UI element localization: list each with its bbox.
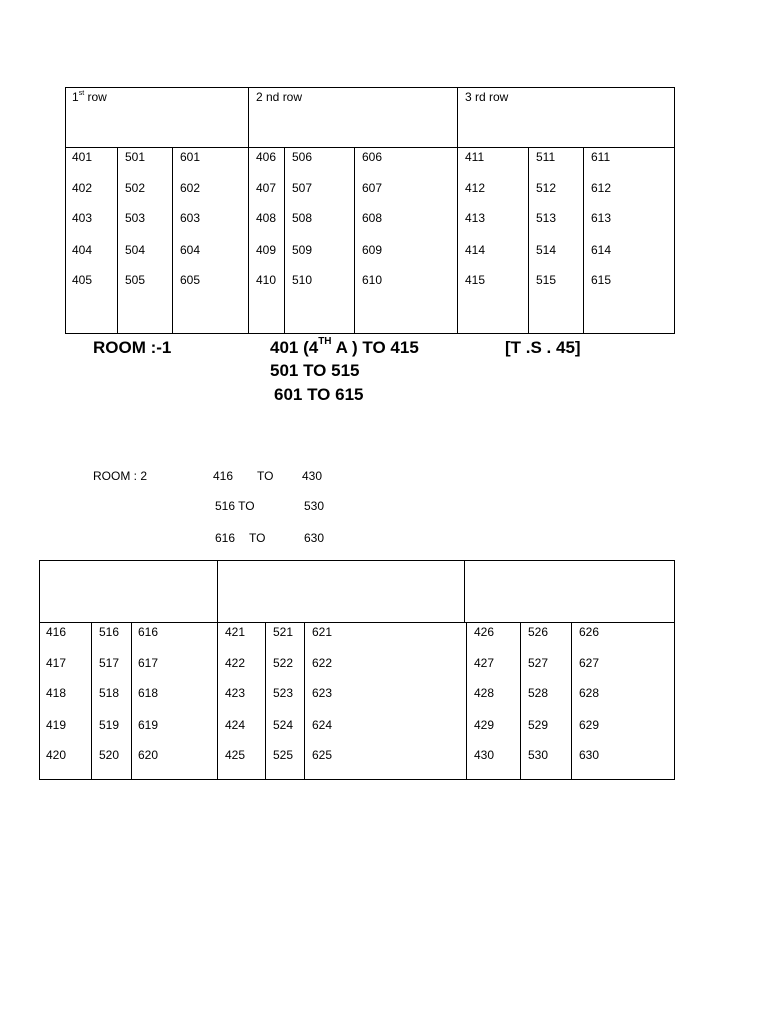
table-1-group-divider (457, 87, 458, 334)
room-2-range-2-end: 530 (304, 499, 325, 513)
room-number-cell: 527 (528, 656, 549, 670)
table-1-col-divider (583, 147, 584, 334)
room-number-cell: 503 (125, 211, 146, 225)
room-number-cell: 413 (465, 211, 486, 225)
room-number-cell: 513 (536, 211, 557, 225)
row-header-2: 2 nd row (256, 90, 303, 104)
room-number-cell: 407 (256, 181, 277, 195)
table-1-col-divider (117, 147, 118, 334)
table-2-col-divider (304, 622, 305, 780)
room-number-cell: 612 (591, 181, 612, 195)
room-number-cell: 609 (362, 243, 383, 257)
room-number-cell: 506 (292, 150, 313, 164)
room-number-cell: 530 (528, 748, 549, 762)
room-2-range-3-to: TO (249, 531, 266, 545)
room-number-cell: 411 (465, 150, 485, 164)
room-number-cell: 520 (99, 748, 120, 762)
table-2-col-divider (217, 622, 218, 780)
room-number-cell: 501 (125, 150, 146, 164)
room-number-cell: 604 (180, 243, 201, 257)
room-number-cell: 401 (72, 150, 93, 164)
room-number-cell: 510 (292, 273, 313, 287)
room-number-cell: 422 (225, 656, 246, 670)
table-2-col-divider (466, 622, 467, 780)
room-number-cell: 624 (312, 718, 333, 732)
room-number-cell: 523 (273, 686, 294, 700)
room-2-range-2-start: 516 TO (215, 499, 255, 513)
room-number-cell: 406 (256, 150, 277, 164)
room-number-cell: 615 (591, 273, 612, 287)
room-number-cell: 519 (99, 718, 120, 732)
room-number-cell: 405 (72, 273, 93, 287)
room-1-range-line-3: 601 TO 615 (274, 385, 364, 404)
table-2-header-divider-v (217, 560, 218, 622)
room-2-range-3-start: 616 (215, 531, 236, 545)
room-number-cell: 402 (72, 181, 93, 195)
room-number-cell: 602 (180, 181, 201, 195)
room-2-range-3-end: 630 (304, 531, 325, 545)
room-number-cell: 628 (579, 686, 600, 700)
room-number-cell: 421 (225, 625, 246, 639)
room-number-cell: 622 (312, 656, 333, 670)
room-number-cell: 514 (536, 243, 557, 257)
table-2-col-divider (571, 622, 572, 780)
room-number-cell: 601 (180, 150, 201, 164)
room-number-cell: 427 (474, 656, 495, 670)
room-number-cell: 608 (362, 211, 383, 225)
room-number-cell: 508 (292, 211, 313, 225)
room-2-range-1-start: 416 (213, 469, 234, 483)
room-number-cell: 504 (125, 243, 146, 257)
room-number-cell: 620 (138, 748, 159, 762)
room-number-cell: 517 (99, 656, 120, 670)
room-1-range-line-1: 401 (4TH A ) TO 415 (270, 336, 419, 357)
room-number-cell: 511 (536, 150, 556, 164)
table-2 (39, 560, 675, 780)
room-number-cell: 419 (46, 718, 67, 732)
room-number-cell: 410 (256, 273, 277, 287)
table-1-col-divider (172, 147, 173, 334)
room-number-cell: 614 (591, 243, 612, 257)
room-number-cell: 623 (312, 686, 333, 700)
room-number-cell: 627 (579, 656, 600, 670)
room-number-cell: 404 (72, 243, 93, 257)
room-number-cell: 414 (465, 243, 486, 257)
row-header-1: 1st row (72, 90, 107, 104)
room-number-cell: 619 (138, 718, 159, 732)
table-1-col-divider (284, 147, 285, 334)
table-2-col-divider (91, 622, 92, 780)
table-1-col-divider (528, 147, 529, 334)
room-number-cell: 521 (273, 625, 294, 639)
room-number-cell: 418 (46, 686, 67, 700)
room-number-cell: 630 (579, 748, 600, 762)
room-number-cell: 505 (125, 273, 146, 287)
room-number-cell: 415 (465, 273, 486, 287)
room-number-cell: 403 (72, 211, 93, 225)
table-2-col-divider (265, 622, 266, 780)
room-number-cell: 528 (528, 686, 549, 700)
room-number-cell: 515 (536, 273, 557, 287)
room-number-cell: 429 (474, 718, 495, 732)
room-1-note: [T .S . 45] (505, 338, 581, 357)
room-2-range-1-to: TO (257, 469, 274, 483)
room-2-label: ROOM : 2 (93, 469, 148, 483)
room-number-cell: 616 (138, 625, 159, 639)
table-2-header-divider-v (464, 560, 465, 622)
room-number-cell: 502 (125, 181, 146, 195)
room-number-cell: 606 (362, 150, 383, 164)
room-1-range-line-2: 501 TO 515 (270, 361, 360, 380)
room-number-cell: 607 (362, 181, 383, 195)
room-number-cell: 629 (579, 718, 600, 732)
room-number-cell: 529 (528, 718, 549, 732)
room-number-cell: 417 (46, 656, 67, 670)
room-number-cell: 525 (273, 748, 294, 762)
room-1-label: ROOM :-1 (93, 338, 172, 357)
room-number-cell: 507 (292, 181, 313, 195)
room-number-cell: 603 (180, 211, 201, 225)
room-number-cell: 516 (99, 625, 120, 639)
room-number-cell: 428 (474, 686, 495, 700)
room-number-cell: 518 (99, 686, 120, 700)
room-number-cell: 610 (362, 273, 383, 287)
table-1-col-divider (354, 147, 355, 334)
room-number-cell: 425 (225, 748, 246, 762)
room-number-cell: 409 (256, 243, 277, 257)
room-number-cell: 522 (273, 656, 294, 670)
row-header-3: 3 rd row (465, 90, 509, 104)
room-number-cell: 424 (225, 718, 246, 732)
room-number-cell: 621 (312, 625, 333, 639)
room-number-cell: 617 (138, 656, 159, 670)
room-number-cell: 430 (474, 748, 495, 762)
room-number-cell: 524 (273, 718, 294, 732)
room-number-cell: 605 (180, 273, 201, 287)
room-number-cell: 426 (474, 625, 495, 639)
table-2-col-divider (520, 622, 521, 780)
room-number-cell: 416 (46, 625, 67, 639)
room-2-range-1-end: 430 (302, 469, 323, 483)
room-number-cell: 512 (536, 181, 557, 195)
table-1-group-divider (248, 87, 249, 334)
room-number-cell: 412 (465, 181, 486, 195)
room-number-cell: 509 (292, 243, 313, 257)
room-number-cell: 625 (312, 748, 333, 762)
room-number-cell: 526 (528, 625, 549, 639)
room-number-cell: 420 (46, 748, 67, 762)
table-2-col-divider (131, 622, 132, 780)
room-number-cell: 618 (138, 686, 159, 700)
room-number-cell: 626 (579, 625, 600, 639)
room-number-cell: 408 (256, 211, 277, 225)
room-number-cell: 611 (591, 150, 611, 164)
table-2-header-divider (39, 622, 675, 623)
room-number-cell: 613 (591, 211, 612, 225)
room-number-cell: 423 (225, 686, 246, 700)
